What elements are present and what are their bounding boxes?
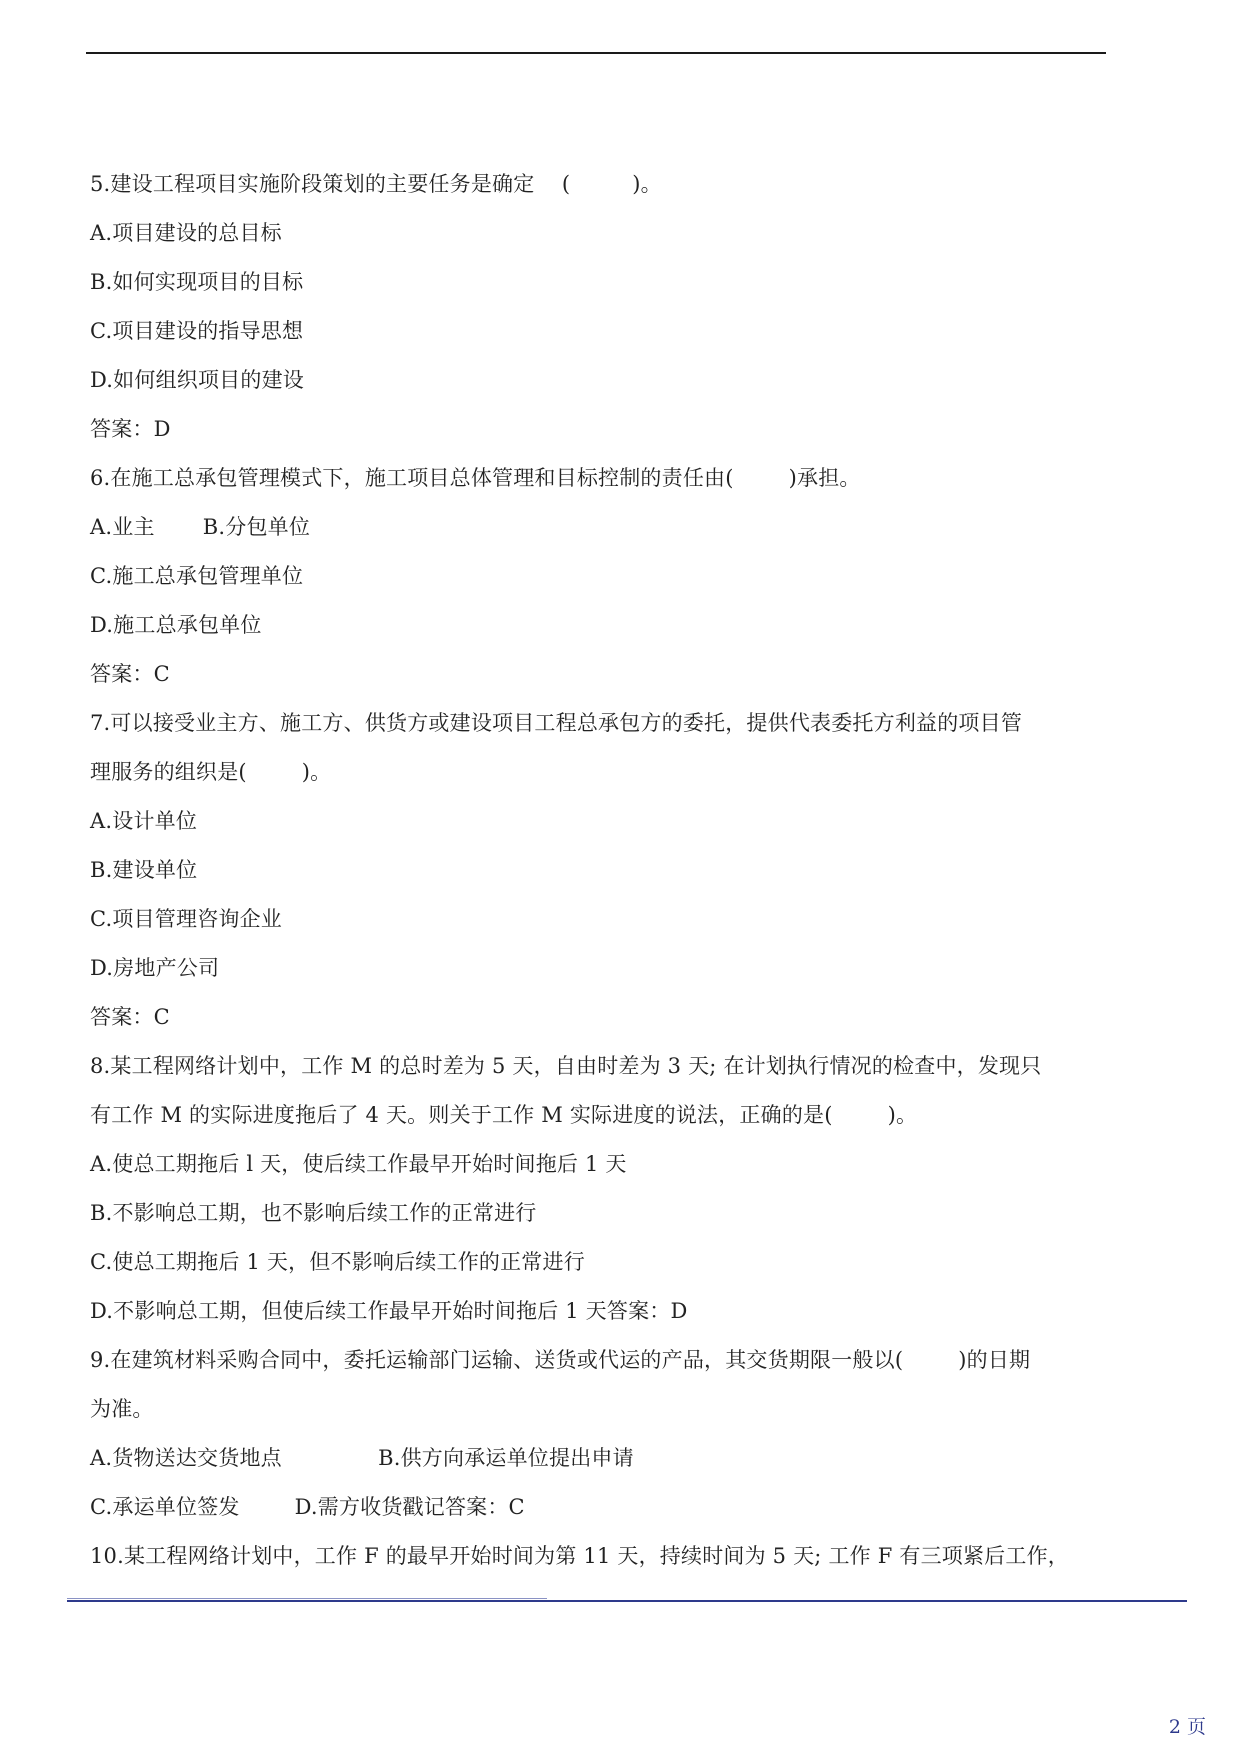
text-line: D.不影响总工期，但使后续工作最早开始时间拖后 1 天答案：D <box>90 1299 688 1323</box>
text-line: A.项目建设的总目标 <box>90 221 282 245</box>
text-line: D.施工总承包单位 <box>90 613 262 637</box>
text-line: 为准。 <box>90 1397 154 1421</box>
text-line: 9.在建筑材料采购合同中，委托运输部门运输、送货或代运的产品，其交货期限一般以( )的日期 <box>90 1348 1031 1372</box>
text-line: B.建设单位 <box>90 858 198 882</box>
text-line: 理服务的组织是( )。 <box>90 760 332 784</box>
footer-rule-accent <box>67 1598 547 1599</box>
text-line: 5.建设工程项目实施阶段策划的主要任务是确定 ( )。 <box>90 172 662 196</box>
document-body <box>90 160 1105 1581</box>
page-number: 2 页 <box>1168 1716 1206 1738</box>
text-line: A.使总工期拖后 l 天，使后续工作最早开始时间拖后 1 天 <box>90 1152 627 1176</box>
text-line: C.项目建设的指导思想 <box>90 319 304 343</box>
text-line: 答案：C <box>90 1005 170 1029</box>
text-line: B.如何实现项目的目标 <box>90 270 304 294</box>
text-line: D.如何组织项目的建设 <box>90 368 304 392</box>
text-line: 答案：C <box>90 662 170 686</box>
text-line: A.业主 B.分包单位 <box>90 515 311 539</box>
text-line: C.使总工期拖后 1 天，但不影响后续工作的正常进行 <box>90 1250 585 1274</box>
text-line: C.承运单位签发 D.需方收货戳记答案：C <box>90 1495 525 1519</box>
text-line: 10.某工程网络计划中，工作 F 的最早开始时间为第 11 天，持续时间为 5 天; 工作 F 有三项紧后工作， <box>90 1544 1069 1568</box>
text-line: 6.在施工总承包管理模式下，施工项目总体管理和目标控制的责任由( )承担。 <box>90 466 861 490</box>
text-line: 7.可以接受业主方、施工方、供货方或建设项目工程总承包方的委托，提供代表委托方利益的项目管 <box>90 711 1023 735</box>
text-line: B.不影响总工期，也不影响后续工作的正常进行 <box>90 1201 537 1225</box>
text-line: C.项目管理咨询企业 <box>90 907 282 931</box>
text-line: A.货物送达交货地点 B.供方向承运单位提出申请 <box>90 1446 634 1470</box>
footer-rule <box>67 1600 1187 1602</box>
text-line: A.设计单位 <box>90 809 198 833</box>
text-line: C.施工总承包管理单位 <box>90 564 304 588</box>
text-line: 有工作 M 的实际进度拖后了 4 天。则关于工作 M 实际进度的说法，正确的是( )。 <box>90 1103 918 1127</box>
text-line: 8.某工程网络计划中，工作 M 的总时差为 5 天，自由时差为 3 天; 在计划执行情况的检查中，发现只 <box>90 1054 1042 1078</box>
text-line: 答案：D <box>90 417 171 441</box>
header-rule <box>86 52 1106 54</box>
text-line: D.房地产公司 <box>90 956 220 980</box>
